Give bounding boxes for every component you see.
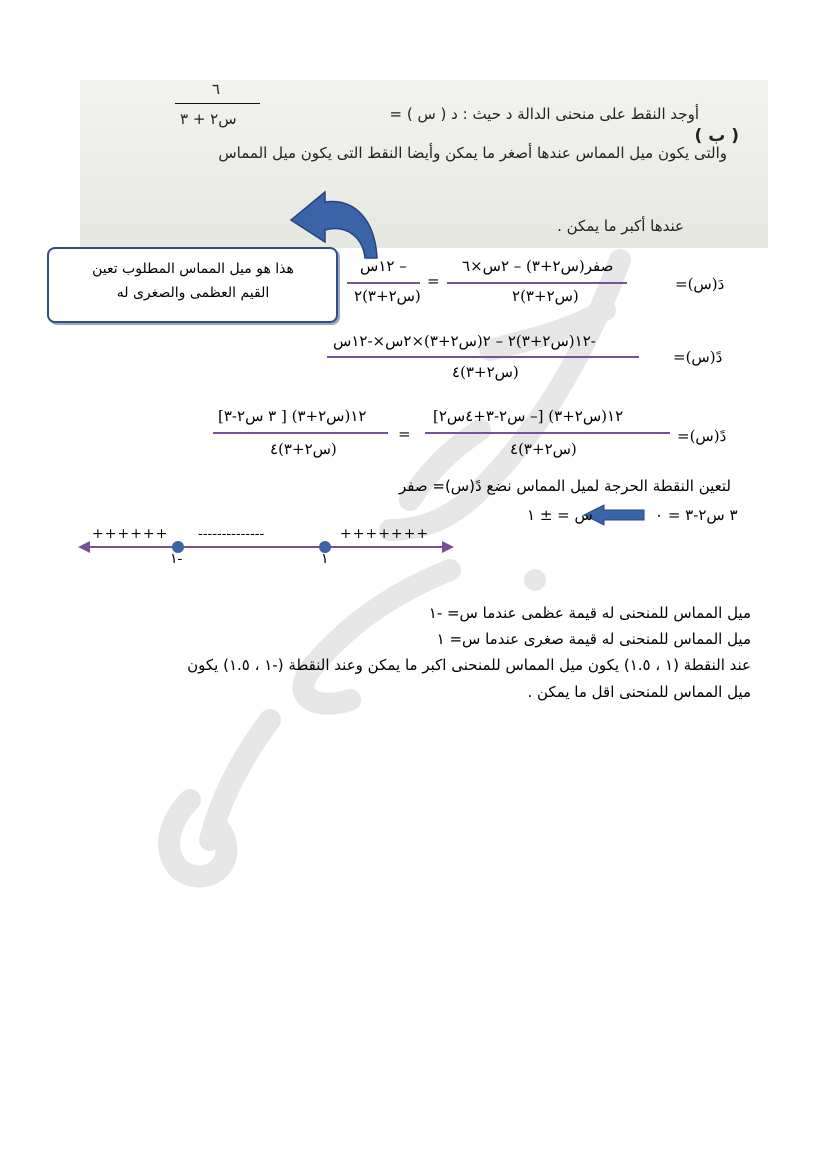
callout-line-1: هذا هو ميل المماس المطلوب تعين — [92, 261, 294, 277]
second-derivative-factored-denominator: (س٢+٣)٤ — [510, 440, 577, 458]
second-derivative-numerator: -١٢(س٢+٣)٢ – ٢(س٢+٣)×٢س×-١٢س — [333, 332, 596, 350]
problem-fraction-numerator: ٦ — [212, 80, 221, 98]
second-derivative-simplified-denominator: (س٢+٣)٤ — [270, 440, 337, 458]
number-line-label-left: ١- — [170, 551, 183, 567]
second-derivative-factored-equals: = — [398, 425, 411, 443]
second-derivative-factored-lhs: دً(س)= — [677, 427, 727, 445]
second-derivative-bar — [327, 356, 639, 358]
critical-point-instruction: لتعين النقطة الحرجة لميل المماس نضع دً(س)= صفر — [399, 477, 731, 495]
first-derivative-numerator: صفر(س٢+٣) – ٢س×٦ — [462, 257, 614, 275]
conclusion-line-1: ميل المماس للمنحنى له قيمة عظمى عندما س= -١ — [428, 604, 751, 622]
second-derivative-simplified-bar — [213, 432, 388, 434]
second-derivative-denominator: (س٢+٣)٤ — [452, 363, 519, 381]
conclusion-line-3: عند النقطة (١ ، ١.٥) يكون ميل المماس للمنحنى اكبر ما يمكن وعند النقطة (-١ ، ١.٥) يكون — [187, 656, 751, 674]
conclusion-line-2: ميل المماس للمنحنى له قيمة صغرى عندما س= ١ — [436, 630, 751, 648]
problem-line-3: عندها أكبر ما يمكن . — [557, 217, 684, 235]
problem-label: ( ب ) — [694, 126, 739, 146]
number-line-middle-signs: -------------- — [198, 526, 265, 542]
second-derivative-simplified-numerator: ١٢(س٢+٣) [ ٣ س٢-٣] — [218, 407, 367, 425]
second-derivative-factored-bar — [425, 432, 670, 434]
first-derivative-lhs: دَ(س)= — [675, 275, 725, 293]
number-line-label-right: ١ — [321, 551, 329, 567]
problem-line-1: أوجد النقط على منحنى الدالة د حيث : د ( س ) = — [389, 105, 699, 123]
first-derivative-bar — [447, 282, 627, 284]
first-derivative-denominator: (س٢+٣)٢ — [512, 287, 579, 305]
callout-box — [47, 247, 338, 323]
first-derivative-simplified-bar — [347, 282, 420, 284]
number-line-right-signs: +++++++ — [340, 526, 430, 542]
critical-equation: ٣ س٢-٣ = ٠ — [655, 506, 738, 524]
first-derivative-denominator-simplified: (س٢+٣)٢ — [354, 287, 421, 305]
second-derivative-lhs: دً(س)= — [673, 348, 723, 366]
first-derivative-equals: = — [427, 272, 440, 290]
callout-line-2: القيم العظمى والصغرى له — [116, 285, 270, 301]
problem-fraction-denominator: س٢ + ٣ — [180, 110, 237, 128]
first-derivative-numerator-simplified: – ١٢س — [360, 257, 407, 275]
critical-result: س = ± ١ — [527, 506, 593, 524]
conclusion-line-4: ميل المماس للمنحنى اقل ما يمكن . — [527, 683, 751, 701]
problem-line-2: والتى يكون ميل المماس عندها أصغر ما يمكن وأيضا النقط التى يكون ميل المماس — [218, 144, 727, 162]
second-derivative-factored-numerator: ١٢(س٢+٣) [– س٢-٣+٤س٢] — [433, 407, 624, 425]
problem-fraction-bar — [175, 103, 260, 104]
number-line-left-signs: ++++++ — [92, 526, 169, 542]
